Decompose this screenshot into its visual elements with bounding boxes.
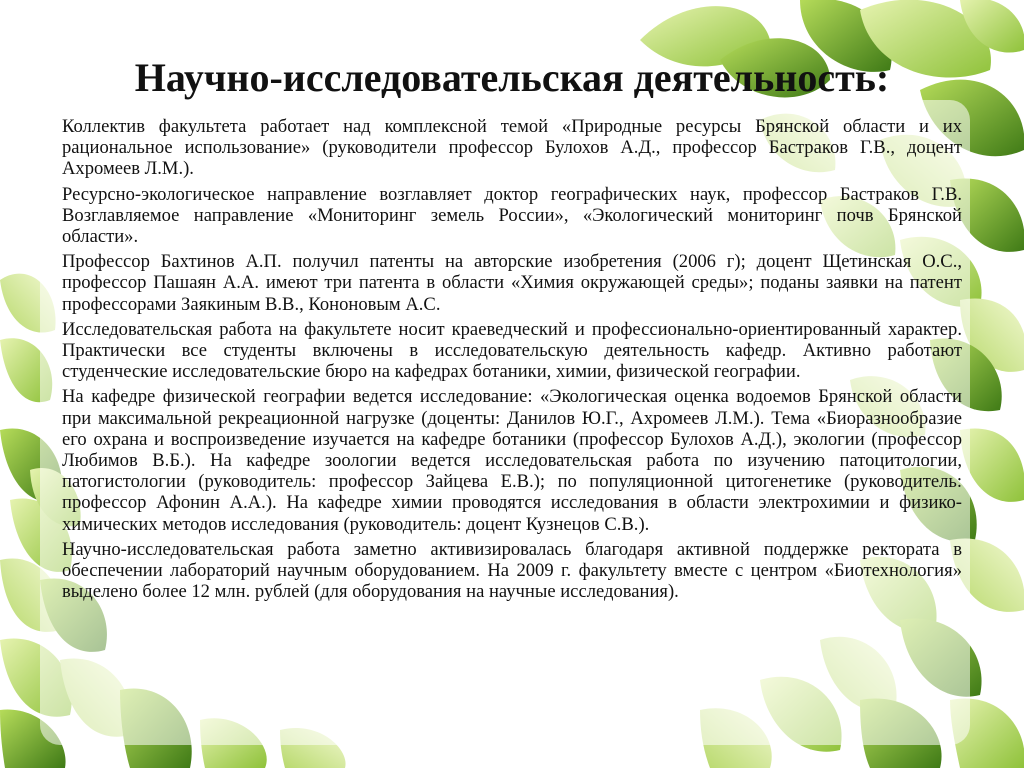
paragraph-5: На кафедре физической географии ведется исследование: «Экологическая оценка водоемов Брянской области при максимальной рекреационной нагрузке (доценты: Данилов Ю.Г., Ахромеев Л.М.). Тема «Биоразнообразие его охрана и воспроизведение изучается на кафедре ботаники (профессор Булохов А.Д.), экологии (профессор Любимов В.Б.). На кафедре зоологии ведется исследовательская работа по изучению патоцитологии, патогистологии (руководитель: профессор Зайцева Е.В.); по популяционной цитогенетике (руководитель: профессор Афонин А.А.). На кафедре химии проводятся исследования в области электрохимии и физико-химических методов исследования (руководитель: доцент Кузнецов С.В.).: [62, 386, 962, 535]
slide-title: Научно-исследовательская деятельность:: [134, 55, 890, 100]
paragraph-2: Ресурсно-экологическое направление возглавляет доктор географических наук, профессор Бастраков Г.В. Возглавляемое направление «Мониторинг земель России», «Экологический мониторинг почв Брянской области».: [62, 183, 962, 248]
slide-body: [62, 116, 962, 606]
paragraph-4: Исследовательская работа на факультете носит краеведческий и профессионально-ориентированный характер. Практически все студенты включены в исследовательскую деятельность кафедр. Активно работают студенческие исследовательские бюро на кафедрах ботаники, химии, физической географии.: [62, 318, 962, 383]
paragraph-3: Профессор Бахтинов А.П. получил патенты на авторские изобретения (2006 г); доцент Щетинская О.С., профессор Пашаян А.А. имеют три патента в области «Химия окружающей среды»; поданы заявки на патент профессорами Заякиным В.В., Кононовым А.С.: [62, 251, 962, 315]
paragraph-1: Коллектив факультета работает над комплексной темой «Природные ресурсы Брянской области и их рациональное использование» (руководители профессор Булохов А.Д., профессор Бастраков Г.В., доцент Ахромеев Л.М.).: [62, 116, 962, 180]
paragraph-6: Научно-исследовательская работа заметно активизировалась благодаря активной поддержке ректората в обеспечении лабораторий научным оборудованием. На 2009 г. факультету вместе с центром «Биотехнология» выделено более 12 млн. рублей (для оборудования на научные исследования).: [62, 538, 962, 603]
